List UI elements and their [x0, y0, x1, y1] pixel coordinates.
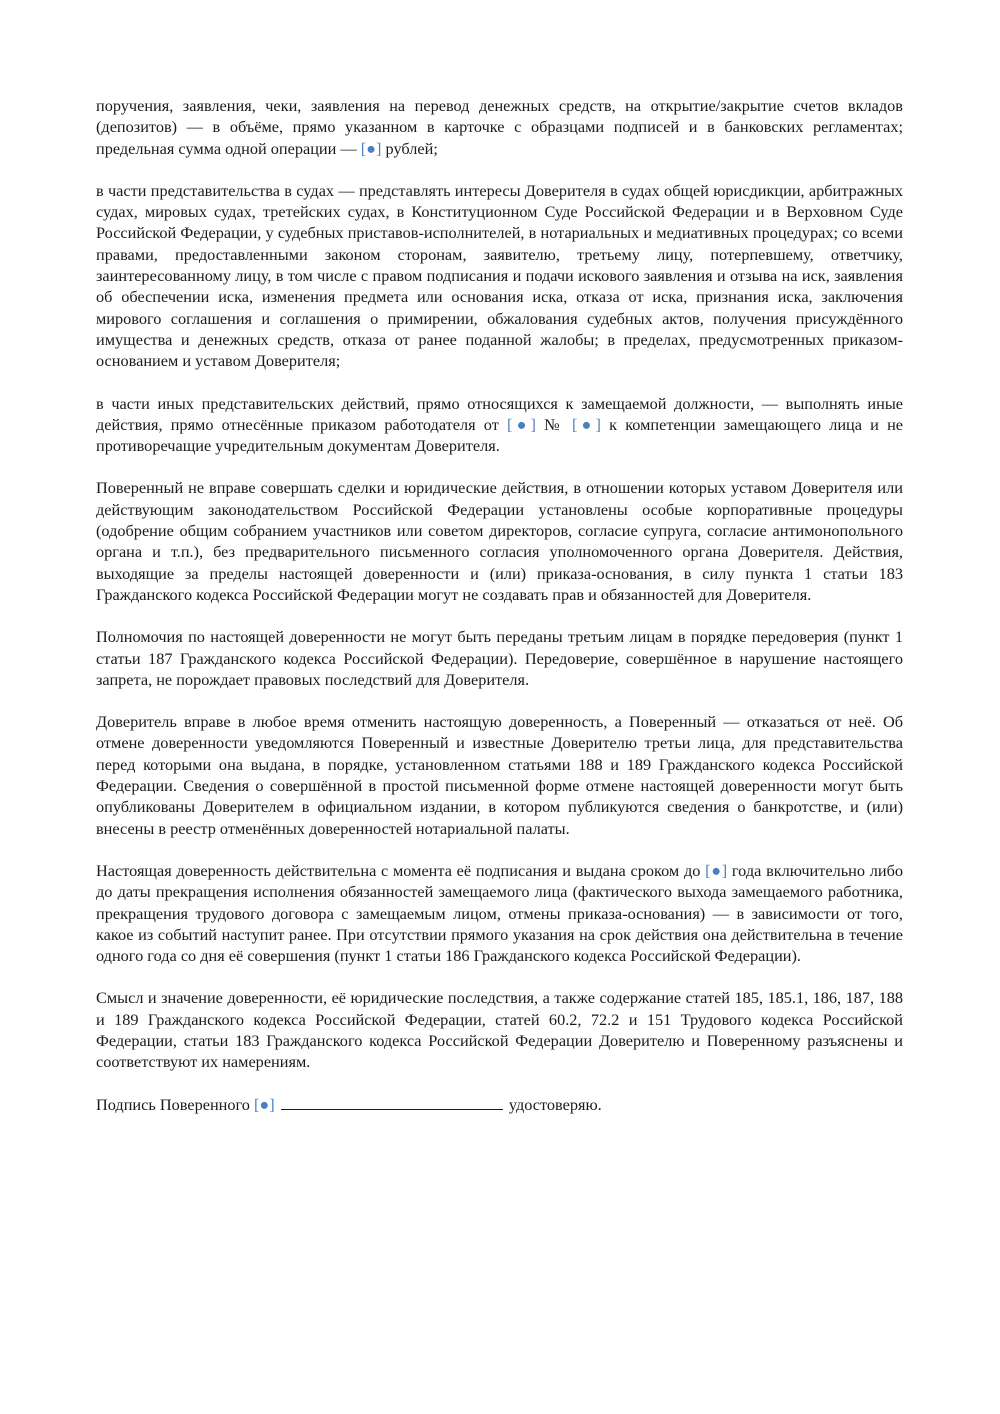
- signature-label: Подпись Поверенного: [96, 1094, 254, 1114]
- paragraph-text: Настоящая доверенность действительна с момента её подписания и выдана сроком до: [96, 860, 706, 880]
- paragraph-text: в части иных представительских действий, прямо относящихся к замещаемой должности, — выполнять иные действия, прямо отнесённые приказом работодателя от: [96, 393, 903, 434]
- placeholder-marker: [●]: [571, 414, 601, 434]
- paragraph-text: поручения, заявления, чеки, заявления на перевод денежных средств, на открытие/закрытие счетов вкладов (депозитов) — в объёме, прямо указанном в карточке с образцами подписей и в банковских регламентах; предельная сумма одной операции —: [96, 96, 903, 158]
- paragraph-revocation: Доверитель вправе в любое время отменить настоящую доверенность, а Поверенный — отказаться от неё. Об отмене доверенности уведомляются Поверенный и известные Доверителю третьи лица, для представительства перед которыми она выдана, в порядке, установленном статьями 188 и 189 Гражданского кодекса Российской Федерации. Сведения о совершённой в простой письменной форме отмене настоящей доверенности могут быть опубликованы Доверителем в официальном издании, в котором публикуются сведения о банкротстве, и (или) внесены в реестр отменённых доверенностей нотариальной палаты.: [96, 712, 903, 838]
- paragraph-text: года включительно либо до даты прекращения исполнения обязанностей замещаемого лица (фактического выхода замещаемого работника, прекращения трудового договора с замещаемым лицом, отмены приказа-основания) — в зависимости от того, какое из событий наступит ранее. При отсутствии прямого указания на срок действия она действительна в течение одного года со дня её совершения (пункт 1 статьи 186 Гражданского кодекса Российской Федерации).: [96, 860, 903, 966]
- paragraph-text: рублей;: [381, 138, 438, 158]
- document-body: [96, 95, 903, 1136]
- signature-blank: [281, 1094, 503, 1110]
- paragraph-text: №: [535, 414, 572, 434]
- paragraph-restrictions: Поверенный не вправе совершать сделки и юридические действия, в отношении которых уставом Доверителя или действующим законодательством Российской Федерации установлены особые корпоративные процедуры (одобрение общим собранием участников или советом директоров, согласие супруга, согласие антимонопольного органа и т.п.), без предварительного письменного согласия уполномоченного органа Доверителя. Действия, выходящие за пределы настоящей доверенности и (или) приказа-основания, в силу пункта 1 статьи 183 Гражданского кодекса Российской Федерации могут не создавать прав и обязанностей для Доверителя.: [96, 478, 903, 604]
- paragraph-bank-operations: [96, 95, 903, 159]
- placeholder-marker: [●]: [705, 860, 728, 880]
- paragraph-no-subdelegation: Полномочия по настоящей доверенности не могут быть переданы третьим лицам в порядке передоверия (пункт 1 статьи 187 Гражданского кодекса Российской Федерации). Передоверие, совершённое в нарушение настоящего запрета, не порождает правовых последствий для Доверителя.: [96, 627, 903, 689]
- paragraph-validity-term: [96, 860, 903, 966]
- paragraph-explanation: Смысл и значение доверенности, её юридические последствия, а также содержание статей 185, 185.1, 186, 187, 188 и 189 Гражданского кодекса Российской Федерации, статей 60.2, 72.2 и 151 Трудового кодекса Российской Федерации, статьи 183 Гражданского кодекса Российской Федерации Доверителю и Поверенному разъяснены и соответствуют их намерениям.: [96, 988, 903, 1072]
- signature-suffix: удостоверяю.: [504, 1094, 602, 1114]
- paragraph-text: к компетенции замещающего лица и не противоречащие учредительным документам Доверителя.: [96, 414, 904, 456]
- paragraph-court-representation: в части представительства в судах — представлять интересы Доверителя в судах общей юрисдикции, арбитражных судах, мировых судах, третейских судах, в Конституционном Суде Российской Федерации и в Верховном Суде Российской Федерации, у судебных приставов-исполнителей, в нотариальных и медиативных процедурах; со всеми правами, предоставленными законом сторонам, заявителю, третьему лицу, потерпевшему, ответчику, заинтересованному лицу, в том числе с правом подписания и подачи искового заявления и отзыва на иск, заявления об обеспечении иска, изменения предмета или основания иска, отказа от иска, признания иска, заключения мирового соглашения и соглашения о примирении, обжалования судебных актов, получения присуждённого имущества и денежных средств, отказа от ранее поданной жалобы; в пределах, предусмотренных приказом-основанием и уставом Доверителя;: [96, 180, 903, 371]
- placeholder-marker: [●]: [507, 414, 536, 434]
- signature-line: [96, 1094, 903, 1115]
- placeholder-marker: [●]: [360, 138, 382, 158]
- paragraph-other-actions: [96, 393, 903, 457]
- placeholder-marker: [●]: [254, 1094, 275, 1114]
